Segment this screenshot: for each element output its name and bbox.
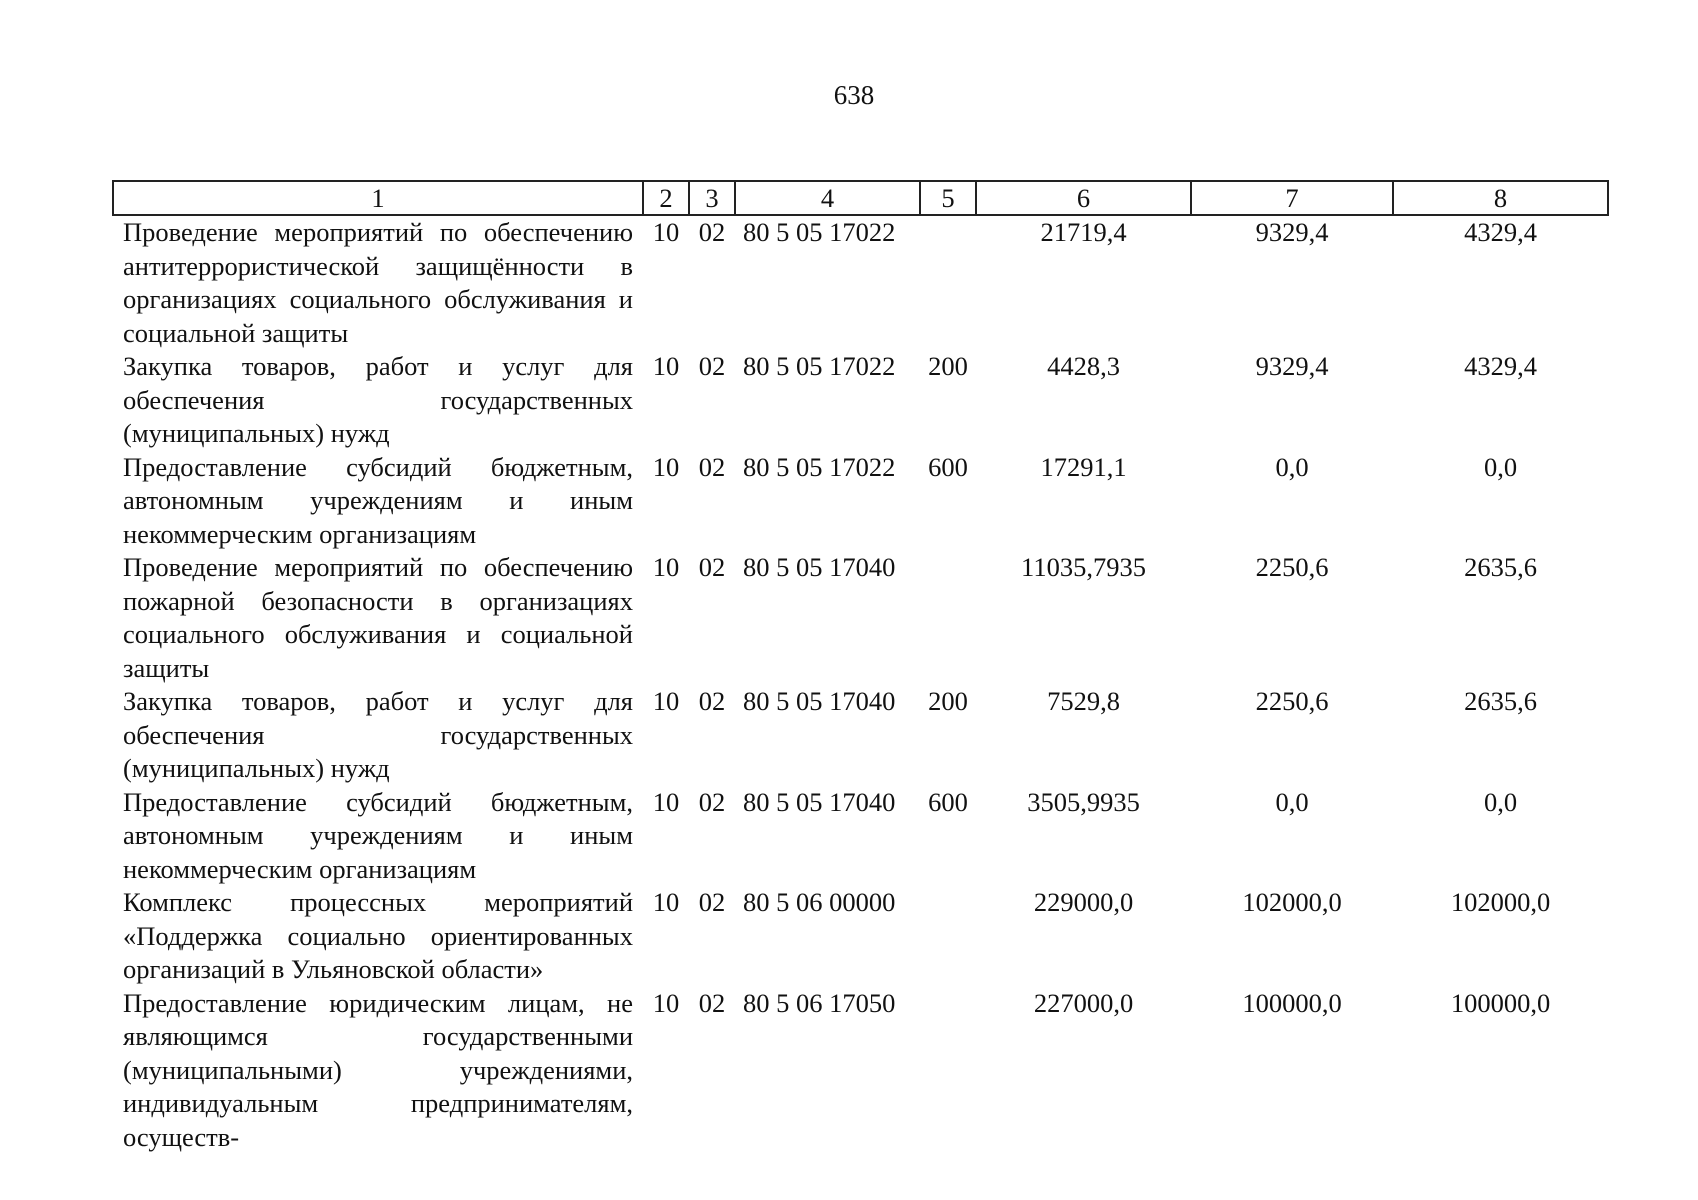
row-amount-col6: 4428,3 [1047, 351, 1120, 381]
row-subsection: 02 [698, 987, 726, 1018]
row-section: 10 [652, 552, 680, 582]
column-header-4: 4 [735, 181, 920, 215]
row-amount-col7: 9329,4 [1255, 217, 1329, 247]
row-amount-col8: 102000,0 [1450, 887, 1551, 917]
column-header-7: 7 [1191, 181, 1393, 215]
table-row [113, 215, 1608, 350]
table-row [113, 350, 1608, 451]
table-row [113, 987, 1608, 1155]
table-row [113, 685, 1608, 786]
table-row [113, 551, 1608, 685]
row-amount-col8: 100000,0 [1450, 987, 1551, 1018]
row-amount-col7: 100000,0 [1242, 987, 1342, 1018]
row-section: 10 [652, 451, 680, 482]
row-description: Предоставление субсидий бюджетным, автономным учреждениям и иным некоммерческим организациям [123, 451, 633, 549]
row-description: Предоставление субсидий бюджетным, автономным учреждениям и иным некоммерческим организациям [123, 786, 633, 884]
row-subsection: 02 [698, 887, 726, 917]
row-amount-col8: 2635,6 [1464, 686, 1537, 716]
row-amount-col6: 3505,9935 [1027, 786, 1140, 817]
table-row [113, 786, 1608, 887]
row-amount-col6: 7529,8 [1047, 686, 1120, 716]
column-header-1: 1 [113, 181, 643, 215]
column-header-6: 6 [976, 181, 1191, 215]
row-expense-type [920, 987, 976, 1155]
row-description: Комплекс процессных мероприятий «Поддержка социально ориентированных организаций в Ульяновской области» [123, 887, 633, 984]
row-description: Закупка товаров, работ и услуг для обеспечения государственных (муниципальных) нужд [123, 351, 633, 448]
budget-table [112, 180, 1609, 1154]
row-amount-col7: 0,0 [1275, 451, 1309, 482]
row-amount-col8: 4329,4 [1464, 217, 1537, 247]
row-section: 10 [652, 217, 680, 247]
column-header-2: 2 [643, 181, 689, 215]
row-amount-col7: 0,0 [1275, 786, 1309, 817]
table-row [113, 886, 1608, 987]
row-subsection: 02 [698, 686, 726, 716]
row-section: 10 [652, 887, 680, 917]
row-expense-type [920, 551, 976, 685]
row-subsection: 02 [698, 217, 726, 247]
row-expense-type [920, 215, 976, 350]
row-section: 10 [652, 351, 680, 381]
row-amount-col7: 102000,0 [1242, 887, 1342, 917]
row-description: Проведение мероприятий по обеспечению антитеррористической защищённости в организациях социального обслуживания и социальной защиты [123, 217, 633, 348]
row-amount-col8: 4329,4 [1464, 351, 1537, 381]
row-amount-col7: 2250,6 [1255, 552, 1329, 582]
row-section: 10 [652, 987, 680, 1018]
row-expense-type [920, 886, 976, 987]
row-target-article: 80 5 05 17022 [743, 217, 896, 247]
row-amount-col6: 227000,0 [1033, 987, 1134, 1018]
row-amount-col8: 0,0 [1483, 786, 1518, 817]
row-target-article: 80 5 05 17040 [743, 786, 896, 817]
row-amount-col6: 17291,1 [1040, 451, 1127, 482]
row-description: Проведение мероприятий по обеспечению пожарной безопасности в организациях социального обслуживания и социальной защиты [123, 552, 633, 683]
row-section: 10 [652, 686, 680, 716]
row-subsection: 02 [698, 552, 726, 582]
header-row [113, 181, 1608, 215]
row-amount-col6: 11035,7935 [1021, 552, 1146, 582]
row-amount-col7: 2250,6 [1255, 686, 1329, 716]
row-target-article: 80 5 06 00000 [743, 887, 896, 917]
column-header-8: 8 [1393, 181, 1608, 215]
row-amount-col6: 21719,4 [1040, 217, 1127, 247]
row-expense-type: 600 [928, 451, 968, 482]
row-subsection: 02 [698, 451, 726, 482]
column-header-3: 3 [689, 181, 735, 215]
row-amount-col6: 229000,0 [1033, 887, 1134, 917]
row-target-article: 80 5 05 17040 [743, 686, 896, 716]
row-target-article: 80 5 05 17040 [743, 552, 896, 582]
row-description: Предоставление юридическим лицам, не являющимся государственными (муниципальными) учреждениями, индивидуальным предпринимателям, осуществ- [123, 987, 633, 1152]
row-amount-col8: 0,0 [1483, 451, 1518, 482]
row-target-article: 80 5 06 17050 [743, 987, 896, 1018]
row-amount-col7: 9329,4 [1255, 351, 1329, 381]
row-section: 10 [652, 786, 680, 817]
row-target-article: 80 5 05 17022 [743, 451, 896, 482]
row-subsection: 02 [698, 786, 726, 817]
row-amount-col8: 2635,6 [1464, 552, 1537, 582]
row-expense-type: 200 [928, 686, 968, 716]
row-expense-type: 600 [928, 786, 968, 817]
row-subsection: 02 [698, 351, 726, 381]
table-row [113, 451, 1608, 552]
row-target-article: 80 5 05 17022 [743, 351, 896, 381]
row-description: Закупка товаров, работ и услуг для обеспечения государственных (муниципальных) нужд [123, 686, 633, 783]
row-expense-type: 200 [928, 351, 968, 381]
page-number: 638 [833, 80, 875, 110]
column-header-5: 5 [920, 181, 976, 215]
